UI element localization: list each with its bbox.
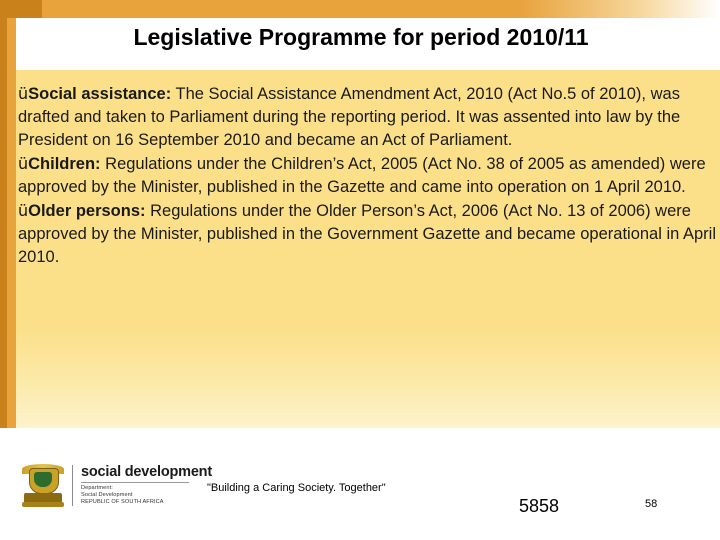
- list-item: [18, 82, 718, 152]
- list-item: [18, 152, 718, 199]
- page-number-large: 5858: [519, 496, 560, 516]
- list-item-lead: Children:: [28, 155, 101, 173]
- coat-ribbon: [22, 502, 64, 507]
- logo-title: social development: [81, 463, 212, 480]
- logo-line-2: Social Development: [81, 491, 133, 498]
- top-band-fade: [520, 0, 720, 18]
- organisation-logo: [20, 462, 212, 508]
- check-icon: ü: [18, 201, 29, 220]
- list-item: [18, 199, 718, 269]
- check-icon: ü: [18, 154, 29, 173]
- page-number-small: 58: [645, 498, 658, 510]
- footer-tagline: "Building a Caring Society. Together": [207, 482, 386, 494]
- logo-text-block: [72, 465, 212, 506]
- content-panel: [16, 70, 720, 428]
- page-title: Legislative Programme for period 2010/11: [133, 24, 589, 50]
- coat-of-arms-icon: [20, 462, 66, 508]
- top-band-accent: [0, 0, 42, 18]
- list-item-text: Regulations under the Children’s Act, 2005 (Act No. 38 of 2005 as amended) were approved by the Minister, published in the Gazette and came into operation on 1 April 2010.: [18, 155, 706, 196]
- list-item-text: The Social Assistance Amendment Act, 2010 (Act No.5 of 2010), was drafted and taken to Parliament during the reporting period. It was assented into law by the President on 16 September 2010 and became an Act of Parliament.: [18, 85, 681, 149]
- logo-divider: [81, 482, 189, 483]
- logo-line-3: REPUBLIC OF SOUTH AFRICA: [81, 498, 164, 505]
- coat-shield-inner: [34, 472, 52, 487]
- check-icon: ü: [18, 84, 29, 103]
- list-item-text: Regulations under the Older Person’s Act, 2006 (Act No. 13 of 2006) were approved by the Minister, published in the Government Gazette and became operational in April 2010.: [18, 202, 717, 266]
- logo-line-1: Department:: [81, 484, 113, 491]
- bullet-list: [18, 82, 718, 269]
- list-item-lead: Social assistance:: [28, 85, 172, 103]
- left-strip-accent: [0, 18, 7, 428]
- list-item-lead: Older persons:: [28, 202, 146, 220]
